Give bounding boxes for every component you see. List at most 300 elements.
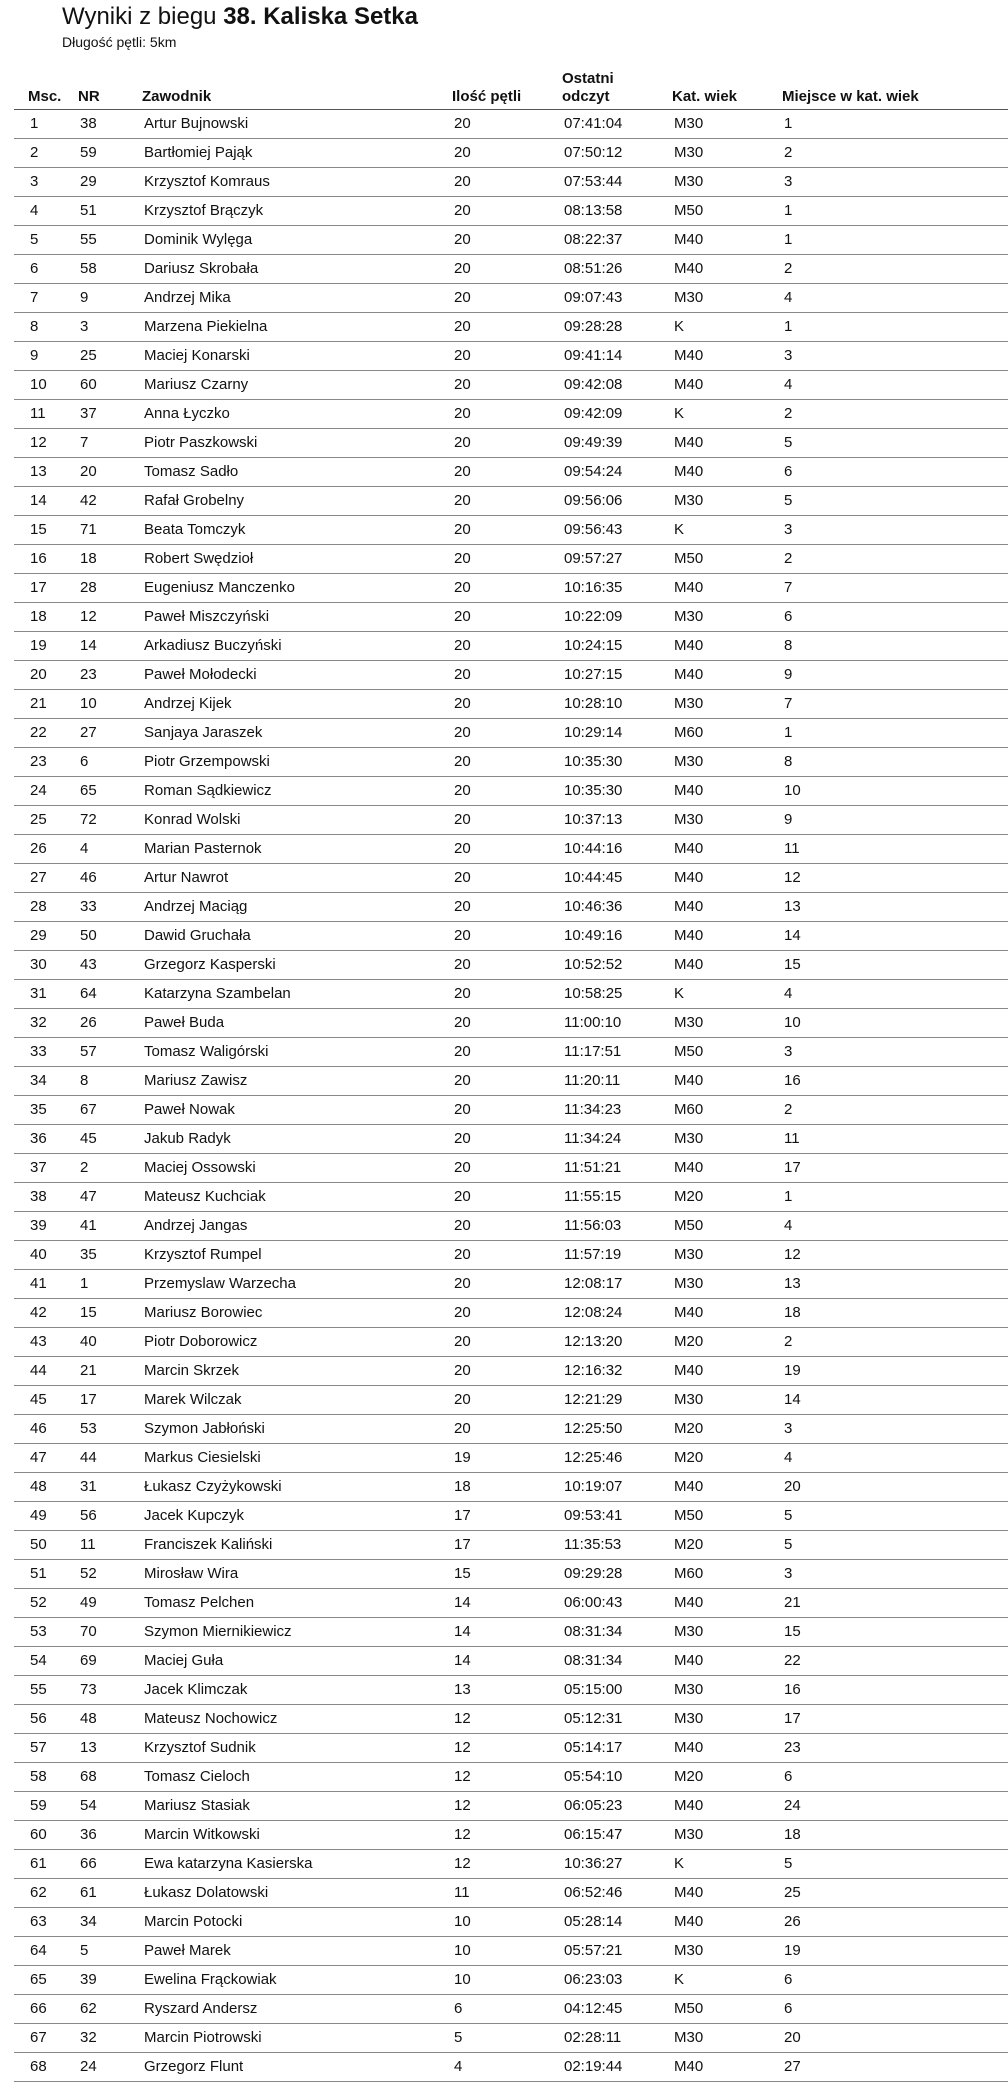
- cell-last-reading: 11:57:19: [548, 1241, 658, 1270]
- cell-runner-name: Łukasz Dolatowski: [128, 1879, 438, 1908]
- cell-position: 47: [14, 1444, 64, 1473]
- cell-age-category: M40: [658, 2053, 768, 2082]
- cell-last-reading: 09:42:08: [548, 371, 658, 400]
- cell-position: 46: [14, 1415, 64, 1444]
- cell-bib-number: 70: [64, 1618, 128, 1647]
- cell-position: 29: [14, 922, 64, 951]
- table-row: [14, 632, 1008, 661]
- cell-last-reading: 10:16:35: [548, 574, 658, 603]
- cell-position: 20: [14, 661, 64, 690]
- table-row: [14, 1270, 1008, 1299]
- cell-runner-name: Grzegorz Flunt: [128, 2053, 438, 2082]
- cell-runner-name: Katarzyna Szambelan: [128, 980, 438, 1009]
- cell-loop-count: 20: [438, 284, 548, 313]
- cell-age-category: M50: [658, 1212, 768, 1241]
- cell-bib-number: 27: [64, 719, 128, 748]
- cell-loop-count: 20: [438, 1009, 548, 1038]
- cell-position: 35: [14, 1096, 64, 1125]
- cell-age-category: M30: [658, 487, 768, 516]
- cell-age-category: K: [658, 1966, 768, 1995]
- cell-loop-count: 20: [438, 1386, 548, 1415]
- cell-runner-name: Piotr Paszkowski: [128, 429, 438, 458]
- cell-position: 64: [14, 1937, 64, 1966]
- cell-last-reading: 04:12:45: [548, 1995, 658, 2024]
- cell-runner-name: Przemyslaw Warzecha: [128, 1270, 438, 1299]
- cell-position: 2: [14, 139, 64, 168]
- cell-age-category: M30: [658, 1241, 768, 1270]
- cell-last-reading: 06:00:43: [548, 1589, 658, 1618]
- cell-runner-name: Dominik Wylęga: [128, 226, 438, 255]
- cell-age-category: M30: [658, 1386, 768, 1415]
- cell-category-place: 1: [768, 110, 1008, 139]
- cell-last-reading: 09:56:06: [548, 487, 658, 516]
- cell-position: 60: [14, 1821, 64, 1850]
- cell-last-reading: 10:58:25: [548, 980, 658, 1009]
- cell-position: 50: [14, 1531, 64, 1560]
- cell-bib-number: 23: [64, 661, 128, 690]
- cell-loop-count: 12: [438, 1821, 548, 1850]
- cell-age-category: M40: [658, 429, 768, 458]
- table-row: [14, 864, 1008, 893]
- cell-runner-name: Ewelina Frąckowiak: [128, 1966, 438, 1995]
- table-row: [14, 1183, 1008, 1212]
- cell-position: 16: [14, 545, 64, 574]
- cell-runner-name: Mateusz Nochowicz: [128, 1705, 438, 1734]
- cell-age-category: M40: [658, 574, 768, 603]
- cell-category-place: 14: [768, 922, 1008, 951]
- table-row: [14, 516, 1008, 545]
- cell-bib-number: 12: [64, 603, 128, 632]
- cell-loop-count: 20: [438, 1299, 548, 1328]
- cell-loop-count: 20: [438, 951, 548, 980]
- cell-runner-name: Tomasz Sadło: [128, 458, 438, 487]
- cell-bib-number: 69: [64, 1647, 128, 1676]
- cell-runner-name: Paweł Nowak: [128, 1096, 438, 1125]
- cell-loop-count: 20: [438, 313, 548, 342]
- cell-category-place: 3: [768, 1560, 1008, 1589]
- cell-bib-number: 25: [64, 342, 128, 371]
- cell-position: 41: [14, 1270, 64, 1299]
- cell-position: 21: [14, 690, 64, 719]
- cell-position: 54: [14, 1647, 64, 1676]
- table-row: [14, 1328, 1008, 1357]
- cell-age-category: M50: [658, 197, 768, 226]
- cell-runner-name: Tomasz Cieloch: [128, 1763, 438, 1792]
- cell-bib-number: 6: [64, 748, 128, 777]
- cell-runner-name: Markus Ciesielski: [128, 1444, 438, 1473]
- cell-bib-number: 15: [64, 1299, 128, 1328]
- cell-position: 27: [14, 864, 64, 893]
- table-row: [14, 458, 1008, 487]
- cell-category-place: 9: [768, 806, 1008, 835]
- cell-bib-number: 38: [64, 110, 128, 139]
- cell-category-place: 23: [768, 1734, 1008, 1763]
- cell-position: 40: [14, 1241, 64, 1270]
- cell-position: 55: [14, 1676, 64, 1705]
- cell-category-place: 8: [768, 748, 1008, 777]
- cell-bib-number: 41: [64, 1212, 128, 1241]
- cell-last-reading: 11:00:10: [548, 1009, 658, 1038]
- cell-last-reading: 09:07:43: [548, 284, 658, 313]
- cell-runner-name: Mariusz Stasiak: [128, 1792, 438, 1821]
- cell-loop-count: 12: [438, 1734, 548, 1763]
- cell-category-place: 5: [768, 1502, 1008, 1531]
- cell-bib-number: 26: [64, 1009, 128, 1038]
- cell-last-reading: 09:29:28: [548, 1560, 658, 1589]
- table-row: [14, 1850, 1008, 1879]
- cell-age-category: M30: [658, 1618, 768, 1647]
- cell-category-place: 16: [768, 1067, 1008, 1096]
- cell-loop-count: 20: [438, 168, 548, 197]
- cell-position: 57: [14, 1734, 64, 1763]
- cell-bib-number: 39: [64, 1966, 128, 1995]
- cell-loop-count: 20: [438, 1241, 548, 1270]
- cell-loop-count: 20: [438, 429, 548, 458]
- cell-last-reading: 06:52:46: [548, 1879, 658, 1908]
- cell-position: 8: [14, 313, 64, 342]
- cell-category-place: 1: [768, 197, 1008, 226]
- cell-bib-number: 45: [64, 1125, 128, 1154]
- cell-last-reading: 12:08:24: [548, 1299, 658, 1328]
- cell-loop-count: 12: [438, 1705, 548, 1734]
- cell-category-place: 10: [768, 1009, 1008, 1038]
- table-row: [14, 951, 1008, 980]
- table-row: [14, 110, 1008, 139]
- cell-category-place: 19: [768, 1937, 1008, 1966]
- cell-last-reading: 12:16:32: [548, 1357, 658, 1386]
- cell-age-category: M40: [658, 1734, 768, 1763]
- cell-runner-name: Andrzej Maciąg: [128, 893, 438, 922]
- cell-category-place: 2: [768, 1328, 1008, 1357]
- cell-position: 45: [14, 1386, 64, 1415]
- table-row: [14, 1038, 1008, 1067]
- table-row: [14, 980, 1008, 1009]
- cell-category-place: 2: [768, 139, 1008, 168]
- cell-age-category: M30: [658, 806, 768, 835]
- cell-last-reading: 05:14:17: [548, 1734, 658, 1763]
- cell-position: 58: [14, 1763, 64, 1792]
- cell-bib-number: 48: [64, 1705, 128, 1734]
- cell-category-place: 9: [768, 661, 1008, 690]
- cell-category-place: 5: [768, 429, 1008, 458]
- table-row: [14, 1879, 1008, 1908]
- cell-age-category: M30: [658, 1009, 768, 1038]
- cell-category-place: 20: [768, 2024, 1008, 2053]
- cell-runner-name: Piotr Doborowicz: [128, 1328, 438, 1357]
- cell-position: 25: [14, 806, 64, 835]
- table-row: [14, 1444, 1008, 1473]
- cell-loop-count: 20: [438, 458, 548, 487]
- cell-last-reading: 10:22:09: [548, 603, 658, 632]
- cell-last-reading: 09:57:27: [548, 545, 658, 574]
- header-row: [14, 68, 1008, 110]
- cell-bib-number: 49: [64, 1589, 128, 1618]
- table-row: [14, 342, 1008, 371]
- cell-last-reading: 10:27:15: [548, 661, 658, 690]
- cell-bib-number: 18: [64, 545, 128, 574]
- cell-age-category: M40: [658, 1879, 768, 1908]
- cell-loop-count: 20: [438, 255, 548, 284]
- cell-bib-number: 2: [64, 1154, 128, 1183]
- table-row: [14, 226, 1008, 255]
- cell-last-reading: 05:54:10: [548, 1763, 658, 1792]
- cell-last-reading: 06:15:47: [548, 1821, 658, 1850]
- table-row: [14, 1415, 1008, 1444]
- table-row: [14, 1299, 1008, 1328]
- cell-position: 59: [14, 1792, 64, 1821]
- loop-length: Długość pętli: 5km: [62, 34, 177, 50]
- cell-category-place: 3: [768, 342, 1008, 371]
- table-row: [14, 1734, 1008, 1763]
- cell-age-category: M40: [658, 922, 768, 951]
- cell-runner-name: Łukasz Czyżykowski: [128, 1473, 438, 1502]
- cell-bib-number: 37: [64, 400, 128, 429]
- cell-last-reading: 05:12:31: [548, 1705, 658, 1734]
- cell-loop-count: 11: [438, 1879, 548, 1908]
- cell-age-category: M20: [658, 1444, 768, 1473]
- table-row: [14, 255, 1008, 284]
- cell-runner-name: Marcin Witkowski: [128, 1821, 438, 1850]
- cell-category-place: 26: [768, 1908, 1008, 1937]
- cell-age-category: K: [658, 313, 768, 342]
- cell-last-reading: 10:28:10: [548, 690, 658, 719]
- cell-category-place: 6: [768, 458, 1008, 487]
- cell-last-reading: 09:42:09: [548, 400, 658, 429]
- cell-category-place: 3: [768, 1415, 1008, 1444]
- cell-runner-name: Paweł Miszczyński: [128, 603, 438, 632]
- cell-bib-number: 13: [64, 1734, 128, 1763]
- cell-runner-name: Arkadiusz Buczyński: [128, 632, 438, 661]
- table-row: [14, 893, 1008, 922]
- cell-position: 10: [14, 371, 64, 400]
- cell-loop-count: 17: [438, 1502, 548, 1531]
- cell-age-category: M50: [658, 1995, 768, 2024]
- cell-runner-name: Franciszek Kaliński: [128, 1531, 438, 1560]
- cell-bib-number: 62: [64, 1995, 128, 2024]
- cell-runner-name: Mariusz Czarny: [128, 371, 438, 400]
- cell-runner-name: Sanjaya Jaraszek: [128, 719, 438, 748]
- cell-loop-count: 20: [438, 806, 548, 835]
- table-row: [14, 313, 1008, 342]
- cell-position: 36: [14, 1125, 64, 1154]
- cell-position: 11: [14, 400, 64, 429]
- cell-bib-number: 33: [64, 893, 128, 922]
- cell-age-category: M50: [658, 545, 768, 574]
- cell-age-category: M40: [658, 458, 768, 487]
- cell-last-reading: 10:49:16: [548, 922, 658, 951]
- cell-bib-number: 58: [64, 255, 128, 284]
- cell-category-place: 2: [768, 1096, 1008, 1125]
- cell-runner-name: Dawid Gruchała: [128, 922, 438, 951]
- cell-loop-count: 20: [438, 835, 548, 864]
- cell-bib-number: 43: [64, 951, 128, 980]
- cell-loop-count: 20: [438, 1212, 548, 1241]
- table-row: [14, 1067, 1008, 1096]
- cell-age-category: M40: [658, 661, 768, 690]
- cell-last-reading: 11:56:03: [548, 1212, 658, 1241]
- cell-runner-name: Piotr Grzempowski: [128, 748, 438, 777]
- page-title: [62, 0, 1008, 32]
- cell-loop-count: 20: [438, 748, 548, 777]
- cell-age-category: M40: [658, 1067, 768, 1096]
- cell-last-reading: 09:28:28: [548, 313, 658, 342]
- cell-age-category: M60: [658, 1560, 768, 1589]
- cell-runner-name: Mariusz Zawisz: [128, 1067, 438, 1096]
- cell-position: 43: [14, 1328, 64, 1357]
- cell-runner-name: Jacek Klimczak: [128, 1676, 438, 1705]
- cell-category-place: 11: [768, 1125, 1008, 1154]
- cell-last-reading: 07:41:04: [548, 110, 658, 139]
- cell-runner-name: Eugeniusz Manczenko: [128, 574, 438, 603]
- cell-last-reading: 05:15:00: [548, 1676, 658, 1705]
- cell-age-category: M50: [658, 1502, 768, 1531]
- cell-age-category: K: [658, 1850, 768, 1879]
- cell-position: 65: [14, 1966, 64, 1995]
- cell-last-reading: 07:53:44: [548, 168, 658, 197]
- cell-age-category: M40: [658, 951, 768, 980]
- cell-runner-name: Marcin Potocki: [128, 1908, 438, 1937]
- cell-category-place: 18: [768, 1299, 1008, 1328]
- column-header-category-place: Miejsce w kat. wiek: [768, 68, 1008, 110]
- table-row: [14, 748, 1008, 777]
- cell-last-reading: 06:05:23: [548, 1792, 658, 1821]
- cell-runner-name: Bartłomiej Pająk: [128, 139, 438, 168]
- cell-loop-count: 20: [438, 545, 548, 574]
- cell-position: 1: [14, 110, 64, 139]
- cell-runner-name: Tomasz Pelchen: [128, 1589, 438, 1618]
- cell-category-place: 12: [768, 864, 1008, 893]
- table-row: [14, 922, 1008, 951]
- cell-age-category: M30: [658, 1937, 768, 1966]
- cell-runner-name: Beata Tomczyk: [128, 516, 438, 545]
- cell-last-reading: 10:36:27: [548, 1850, 658, 1879]
- cell-loop-count: 20: [438, 371, 548, 400]
- cell-runner-name: Maciej Konarski: [128, 342, 438, 371]
- cell-last-reading: 11:55:15: [548, 1183, 658, 1212]
- table-row: [14, 1096, 1008, 1125]
- cell-loop-count: 20: [438, 1096, 548, 1125]
- cell-age-category: M40: [658, 1908, 768, 1937]
- cell-loop-count: 20: [438, 574, 548, 603]
- cell-loop-count: 20: [438, 400, 548, 429]
- cell-position: 53: [14, 1618, 64, 1647]
- cell-loop-count: 20: [438, 342, 548, 371]
- cell-loop-count: 14: [438, 1618, 548, 1647]
- cell-category-place: 21: [768, 1589, 1008, 1618]
- cell-loop-count: 20: [438, 864, 548, 893]
- cell-last-reading: 06:23:03: [548, 1966, 658, 1995]
- table-row: [14, 1821, 1008, 1850]
- cell-age-category: M60: [658, 1096, 768, 1125]
- cell-position: 4: [14, 197, 64, 226]
- cell-loop-count: 14: [438, 1647, 548, 1676]
- cell-runner-name: Andrzej Jangas: [128, 1212, 438, 1241]
- cell-last-reading: 02:28:11: [548, 2024, 658, 2053]
- cell-age-category: M40: [658, 1473, 768, 1502]
- cell-age-category: M30: [658, 2024, 768, 2053]
- cell-position: 7: [14, 284, 64, 313]
- cell-age-category: K: [658, 516, 768, 545]
- cell-loop-count: 12: [438, 1792, 548, 1821]
- cell-position: 37: [14, 1154, 64, 1183]
- cell-loop-count: 20: [438, 1357, 548, 1386]
- cell-position: 22: [14, 719, 64, 748]
- cell-category-place: 6: [768, 603, 1008, 632]
- cell-last-reading: 09:56:43: [548, 516, 658, 545]
- cell-last-reading: 08:31:34: [548, 1618, 658, 1647]
- cell-last-reading: 05:28:14: [548, 1908, 658, 1937]
- cell-position: 39: [14, 1212, 64, 1241]
- table-row: [14, 487, 1008, 516]
- table-row: [14, 1502, 1008, 1531]
- table-row: [14, 1908, 1008, 1937]
- cell-age-category: M30: [658, 1705, 768, 1734]
- table-row: [14, 777, 1008, 806]
- cell-position: 23: [14, 748, 64, 777]
- cell-bib-number: 9: [64, 284, 128, 313]
- cell-position: 17: [14, 574, 64, 603]
- cell-bib-number: 42: [64, 487, 128, 516]
- cell-bib-number: 59: [64, 139, 128, 168]
- cell-age-category: K: [658, 980, 768, 1009]
- cell-runner-name: Mateusz Kuchciak: [128, 1183, 438, 1212]
- cell-last-reading: 08:13:58: [548, 197, 658, 226]
- cell-age-category: M30: [658, 110, 768, 139]
- cell-position: 44: [14, 1357, 64, 1386]
- cell-runner-name: Maciej Guła: [128, 1647, 438, 1676]
- cell-last-reading: 10:29:14: [548, 719, 658, 748]
- results-table: [14, 68, 1008, 2082]
- cell-loop-count: 5: [438, 2024, 548, 2053]
- cell-bib-number: 54: [64, 1792, 128, 1821]
- cell-category-place: 10: [768, 777, 1008, 806]
- cell-loop-count: 20: [438, 1038, 548, 1067]
- cell-last-reading: 10:44:16: [548, 835, 658, 864]
- cell-category-place: 2: [768, 255, 1008, 284]
- cell-runner-name: Konrad Wolski: [128, 806, 438, 835]
- cell-loop-count: 14: [438, 1589, 548, 1618]
- cell-position: 9: [14, 342, 64, 371]
- cell-age-category: M40: [658, 632, 768, 661]
- column-header-loop-count: Ilość pętli: [438, 68, 548, 110]
- cell-last-reading: 11:20:11: [548, 1067, 658, 1096]
- cell-runner-name: Grzegorz Kasperski: [128, 951, 438, 980]
- cell-age-category: M40: [658, 1154, 768, 1183]
- table-row: [14, 1705, 1008, 1734]
- cell-position: 18: [14, 603, 64, 632]
- table-row: [14, 1647, 1008, 1676]
- table-row: [14, 1966, 1008, 1995]
- cell-runner-name: Maciej Ossowski: [128, 1154, 438, 1183]
- table-row: [14, 284, 1008, 313]
- table-row: [14, 1473, 1008, 1502]
- cell-loop-count: 19: [438, 1444, 548, 1473]
- cell-bib-number: 17: [64, 1386, 128, 1415]
- cell-loop-count: 17: [438, 1531, 548, 1560]
- cell-category-place: 13: [768, 1270, 1008, 1299]
- cell-category-place: 4: [768, 284, 1008, 313]
- cell-bib-number: 32: [64, 2024, 128, 2053]
- cell-runner-name: Ryszard Andersz: [128, 1995, 438, 2024]
- cell-category-place: 7: [768, 690, 1008, 719]
- cell-category-place: 25: [768, 1879, 1008, 1908]
- cell-runner-name: Jacek Kupczyk: [128, 1502, 438, 1531]
- cell-last-reading: 10:52:52: [548, 951, 658, 980]
- table-row: [14, 1386, 1008, 1415]
- table-row: [14, 1792, 1008, 1821]
- cell-age-category: M30: [658, 1821, 768, 1850]
- table-row: [14, 1589, 1008, 1618]
